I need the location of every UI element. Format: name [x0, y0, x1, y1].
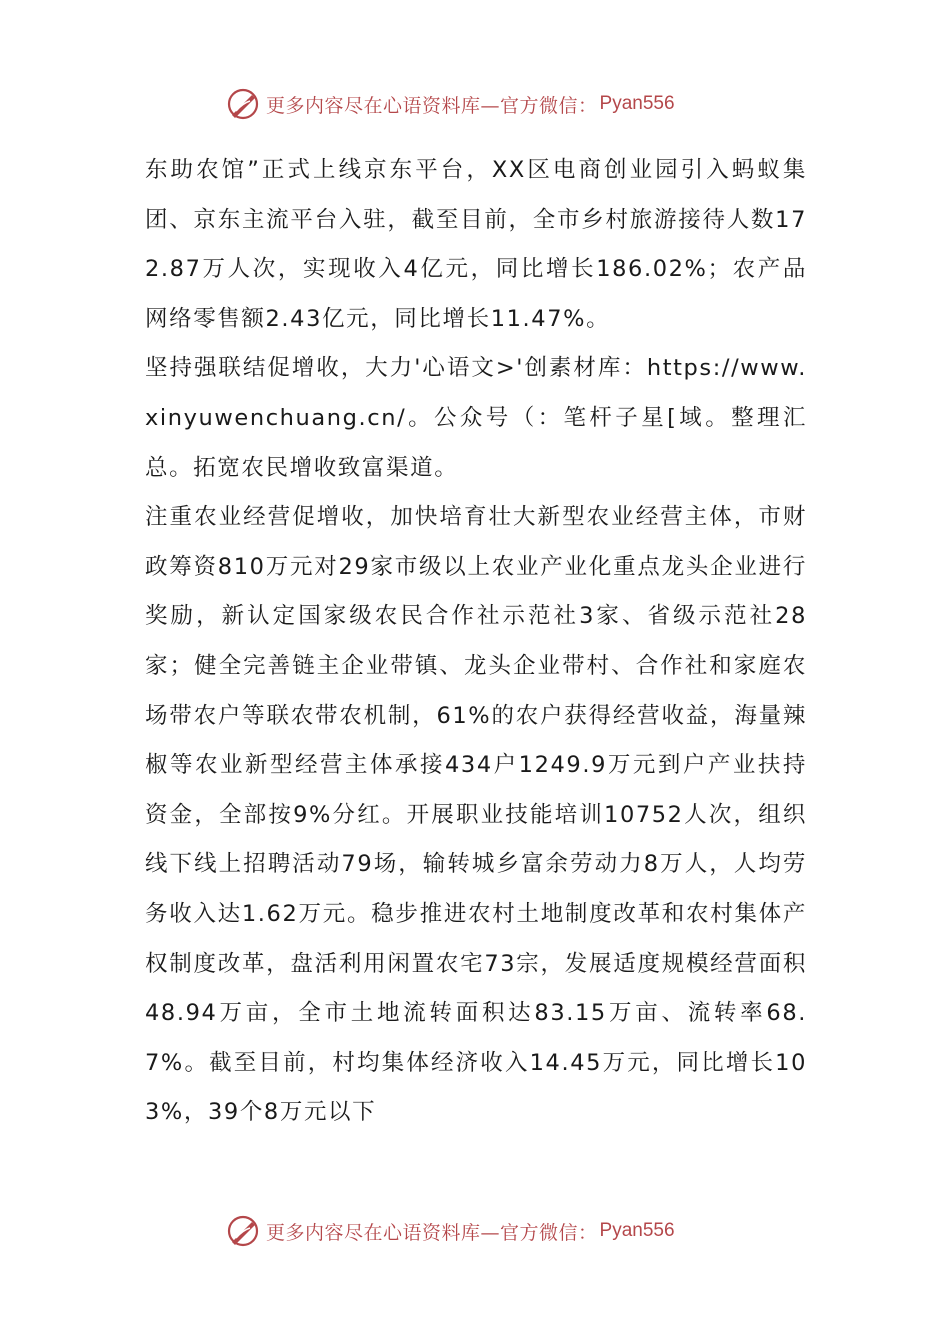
- banner-text: 更多内容尽在心语资料库—官方微信：: [266, 94, 598, 117]
- banner-wechat-id: Pyan556: [599, 93, 675, 114]
- header-watermark-banner: [226, 84, 746, 124]
- pen-logo-icon: [226, 87, 260, 121]
- paragraph: 坚持强联结促增收，大力'心语文>'创素材库：https://www.xinyuwenchuang.cn/。公众号（：笔杆子星[域。整理汇总。拓宽农民增收致富渠道。: [145, 355, 807, 481]
- paragraph: 注重农业经营促增收，加快培育壮大新型农业经营主体，市财政筹资810万元对29家市级以上农业产业化重点龙头企业进行奖励，新认定国家级农民合作社示范社3家、省级示范社28家；健全完善链主企业带镇、龙头企业带村、合作社和家庭农场带农户等联农带农机制，61%的农户获得经营收益，海量辣椒等农业新型经营主体承接434户1249.9万元到户产业扶持资金，全部按9%分红。开展职业技能培训10752人次，组织线下线上招聘活动79场，输转城乡富余劳动力8万人，人均劳务收入达1.62万元。稳步推进农村土地制度改革和农村集体产权制度改革，盘活利用闲置农宅73宗，发展适度规模经营面积48.94万亩，全市土地流转面积达83.15万亩、流转率68.7%。截至目前，村均集体经济收入14.45万元，同比增长103%，39个8万元以下: [145, 504, 807, 1126]
- pen-logo-icon: [226, 1214, 260, 1248]
- banner-wechat-id: Pyan556: [599, 1220, 675, 1241]
- paragraph: 东助农馆”正式上线京东平台，XX区电商创业园引入蚂蚁集团、京东主流平台入驻，截至目前，全市乡村旅游接待人数172.87万人次，实现收入4亿元，同比增长186.02%；农产品网络零售额2.43亿元，同比增长11.47%。: [145, 157, 807, 332]
- banner-text: 更多内容尽在心语资料库—官方微信：: [266, 1221, 598, 1244]
- footer-watermark-banner: [226, 1211, 746, 1251]
- document-body: [145, 146, 807, 1138]
